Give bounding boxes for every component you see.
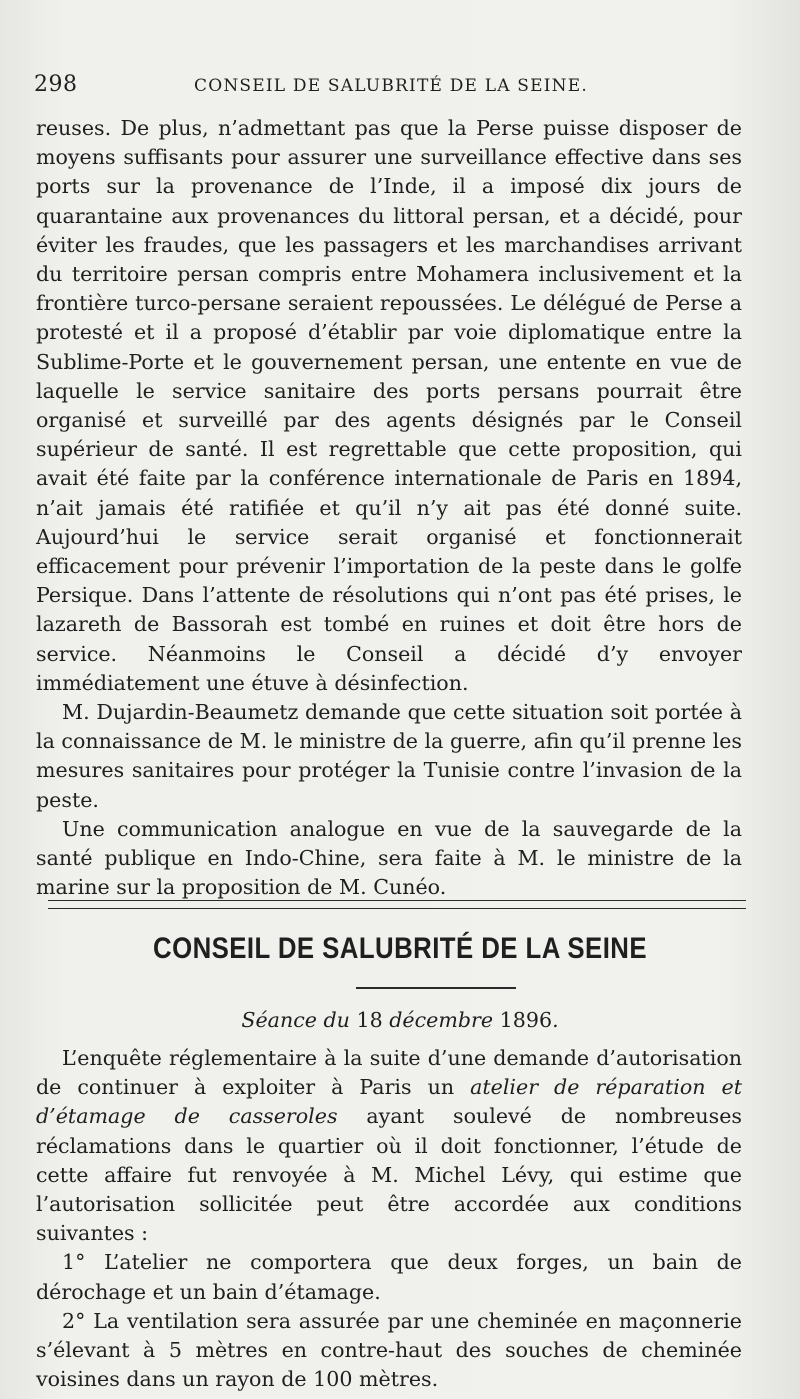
session-text: [36, 1044, 742, 1394]
condition-1: 1° L’atelier ne comportera que deux forges, un bain de dérochage et un bain d’étamage.: [36, 1250, 742, 1304]
enquete-text-start: L’enquête réglementaire à la suite d’une demande d’autorisation de continuer à exploiter à Paris un: [36, 1046, 742, 1100]
condition-2: 2° La ventilation sera assurée par une cheminée en maçonnerie s’élevant à 5 mètres en contre-haut des souches de cheminée voisines dans un rayon de 100 mètres.: [36, 1308, 742, 1392]
continuation-text: [36, 114, 742, 902]
paragraph-enquete: [36, 1044, 742, 1248]
section-divider-bottom: [48, 908, 746, 909]
title-underline: [356, 987, 516, 989]
session-date-month: décembre: [382, 1008, 500, 1032]
section-title: CONSEIL DE SALUBRITÉ DE LA SEINE: [153, 932, 647, 965]
section-divider-top: [48, 900, 746, 901]
session-date: [0, 1008, 800, 1032]
paragraph-continued: reuses. De plus, n’admettant pas que la Perse puisse disposer de moyens suffisants pour assurer une surveillance effective dans ses ports sur la provenance de l’Inde, il a imposé dix jours de quarantaine aux provenances du littoral persan, et a décidé, pour éviter les fraudes, que les passagers et les marchandises arrivant du territoire persan compris entre Mohamera inclusivement et la frontière turco-persane seraient repoussées. Le délégué de Perse a protesté et il a proposé d’établir par voie diplomatique entre la Sublime-Porte et le gouvernement persan, une entente en vue de laquelle le service sanitaire des ports persans pourrait être organisé et surveillé par des agents désignés par le Conseil supérieur de santé. Il est regrettable que cette proposition, qui avait été faite par la conférence internationale de Paris en 1894, n’ait jamais été ratifiée et qu’il n’y ait pas été donné suite. Aujourd’hui le service serait organisé et fonctionnerait efficacement pour prévenir l’importation de la peste dans le golfe Persique. Dans l’attente de résolutions qui n’ont pas été prises, le lazareth de Bassorah est tombé en ruines et doit être hors de service. Néanmoins le Conseil a décidé d’y envoyer immédiatement une étuve à désinfection.: [36, 116, 742, 695]
paragraph-indo-chine: Une communication analogue en vue de la sauvegarde de la santé publique en Indo-Chine, sera faite à M. le ministre de la marine sur la proposition de M. Cunéo.: [36, 816, 742, 900]
session-date-day: 18: [356, 1008, 383, 1032]
paragraph-dujardin-beaumetz: M. Dujardin-Beaumetz demande que cette situation soit portée à la connaissance de M. le ministre de la guerre, afin qu’il prenne les mesures sanitaires pour protéger la Tunisie contre l’invasion de la peste.: [36, 700, 742, 812]
page-number: 298: [34, 72, 78, 97]
enquete-text-end: ayant soulevé de nombreuses réclamations dans le quartier où il doit fonctionner, l’étude de cette affaire fut renvoyée à M. Michel Lévy, qui estime que l’autorisation sollicitée peut être accordée aux conditions suivantes :: [36, 1104, 742, 1246]
enquete-italic-subject: atelier de réparation et d’étamage de casseroles: [36, 1075, 742, 1129]
running-head: [34, 72, 754, 102]
session-date-prefix: Séance du: [241, 1008, 357, 1032]
running-title: CONSEIL DE SALUBRITÉ DE LA SEINE.: [194, 76, 588, 96]
session-date-suffix: .: [552, 1008, 559, 1032]
session-date-year: 1896: [499, 1008, 553, 1032]
